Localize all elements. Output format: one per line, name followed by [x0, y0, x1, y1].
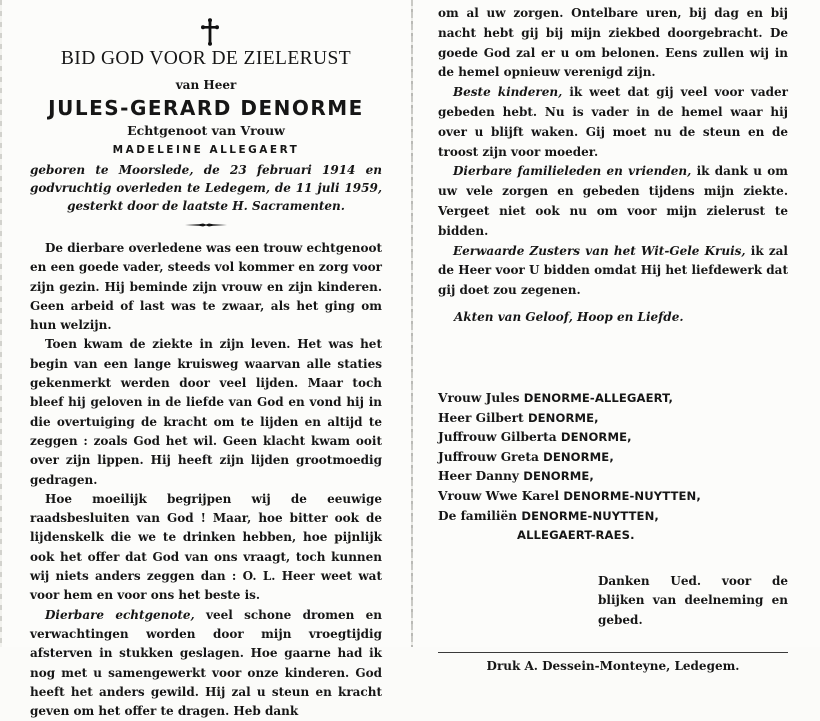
right-body-text	[438, 4, 788, 301]
paragraph-text: Toen kwam de ziekte in zijn leven. Het was het begin van een lange kruisweg waarvan alle staties gekenmerkt werden door veel lijden. Maar toch bleef hij geloven in de liefde van God en vond hij in die overtuiging de kracht om te lijden en altijd te zeggen : zoals God het wil. Geen klacht kwam ooit over zijn lippen. Hij heeft zijn lijden grootmoedig gedragen.	[30, 337, 382, 487]
paragraph	[438, 242, 788, 301]
paragraph-lead: Dierbare familieleden en vrienden,	[453, 164, 692, 179]
paragraph-text: om al uw zorgen. Ontelbare uren, bij dag en bij nacht hebt gij bij mijn ziekbed doorgebracht. De goede God zal er u om belonen. Eens zullen wij in de hemel opnieuw verenigd zijn.	[438, 6, 788, 80]
paragraph	[438, 83, 788, 162]
paragraph-text: De dierbare overledene was een trouw echtgenoot en een goede vader, steeds vol kommer en zorg voor zijn gezin. Hij beminde zijn vrouw en zijn kinderen. Geen arbeid of last was te zwaar, als het ging om hun welzijn.	[30, 241, 382, 333]
paragraph	[438, 162, 788, 241]
printer-rule	[438, 652, 788, 653]
van-heer-label: van Heer	[175, 78, 237, 92]
paragraph	[30, 606, 382, 721]
family-surname: DENORME-NUYTTEN,	[563, 488, 701, 503]
family-surname: DENORME-ALLEGAERT,	[523, 390, 673, 405]
family-prefix: Heer Gilbert	[438, 410, 524, 425]
spouse-name: MADELEINE ALLEGAERT	[112, 144, 300, 156]
family-surname: DENORME,	[543, 449, 614, 464]
closing-prayer: Akten van Geloof, Hoop en Liefde.	[454, 309, 684, 324]
family-member	[438, 409, 788, 429]
family-member	[438, 507, 788, 527]
family-prefix: De familiën	[438, 508, 518, 523]
family-member	[438, 389, 788, 409]
deceased-name: JULES-GERARD DENORME	[48, 96, 364, 120]
family-prefix: Vrouw Jules	[438, 390, 520, 405]
spouse-intro: Echtgenoot van Vrouw	[127, 123, 285, 138]
family-surname: DENORME,	[527, 410, 599, 425]
paragraph-text: ik zal de Heer voor U bidden omdat Hij het liefdewerk dat gij doet zou zegenen.	[438, 243, 788, 298]
left-body-text	[30, 239, 382, 721]
paragraph-text: Hoe moeilijk begrijpen wij de eeuwige raadsbesluiten van God ! Maar, hoe bitter ook de lijdenskelk die we te drinken hebben, hoe pijnlijk ook het offer dat God van ons vraagt, toch kunnen wij niets anders zeggen dan : O. L. Heer weet wat voor hem en voor ons het beste is.	[30, 491, 382, 603]
ornament-row	[30, 215, 382, 237]
paragraph-lead: Beste kinderen,	[453, 85, 563, 100]
paragraph-lead: Eerwaarde Zusters van het Wit-Gele Kruis,	[453, 243, 746, 258]
paragraph	[30, 490, 382, 606]
family-prefix: Vrouw Wwe Karel	[438, 488, 560, 503]
family-member	[438, 467, 788, 487]
family-prefix: Juffrouw Gilberta	[438, 430, 557, 445]
paragraph	[30, 239, 382, 335]
birth-death-text: geboren te Moorslede, de 23 februari 1914 en godvruchtig overleden te Ledegem, de 11 juli 1959, gesterkt door de laatste H. Sacramenten.	[30, 163, 382, 213]
paragraph-text: ik dank u om uw vele zorgen en gebeden tijdens mijn ziekte. Vergeet niet ook nu om voor mijn zielerust te bidden.	[438, 164, 789, 238]
printer-credit: Druk A. Dessein-Monteyne, Ledegem.	[486, 659, 740, 674]
paragraph-text: ik weet dat gij veel voor vader gebeden hebt. Nu is vader in de hemel waar hij over u blijft waken. Gij moet nu de steun en de troost zijn voor moeder.	[438, 85, 788, 159]
family-member	[438, 448, 788, 468]
family-surname: DENORME-NUYTTEN,	[521, 508, 659, 523]
paragraph	[438, 4, 788, 83]
family-prefix: Heer Danny	[438, 469, 519, 484]
family-surname: DENORME,	[560, 430, 632, 445]
divider-ornament-icon	[185, 223, 227, 227]
family-surname: ALLEGAERT-RAES.	[517, 528, 635, 543]
left-column	[30, 46, 382, 721]
paragraph	[30, 335, 382, 489]
latin-cross-icon	[200, 18, 220, 46]
family-member	[438, 487, 788, 507]
family-prefix: Juffrouw Greta	[438, 449, 539, 464]
prayer-heading: BID GOD VOOR DE ZIELERUST	[60, 48, 352, 69]
paragraph-text: veel schone dromen en verwachtingen worden door mijn vroegtijdig afsterven in stukken geslagen. Hoe gaarne had ik nog met u samengewerkt voor onze kinderen. God heeft het anders gewild. Hij zal u steun en kracht geven om het offer te dragen. Heb dank	[30, 607, 383, 719]
paragraph-lead: Dierbare echtgenote,	[45, 607, 195, 622]
family-member	[438, 526, 788, 546]
family-surname: DENORME,	[523, 469, 594, 484]
family-member	[438, 428, 788, 448]
right-column	[438, 4, 788, 675]
card-edge	[0, 0, 2, 647]
family-list	[438, 389, 788, 546]
center-fold-line	[411, 0, 413, 647]
thanks-text: Danken Ued. voor de blijken van deelneming en gebed.	[598, 573, 788, 627]
